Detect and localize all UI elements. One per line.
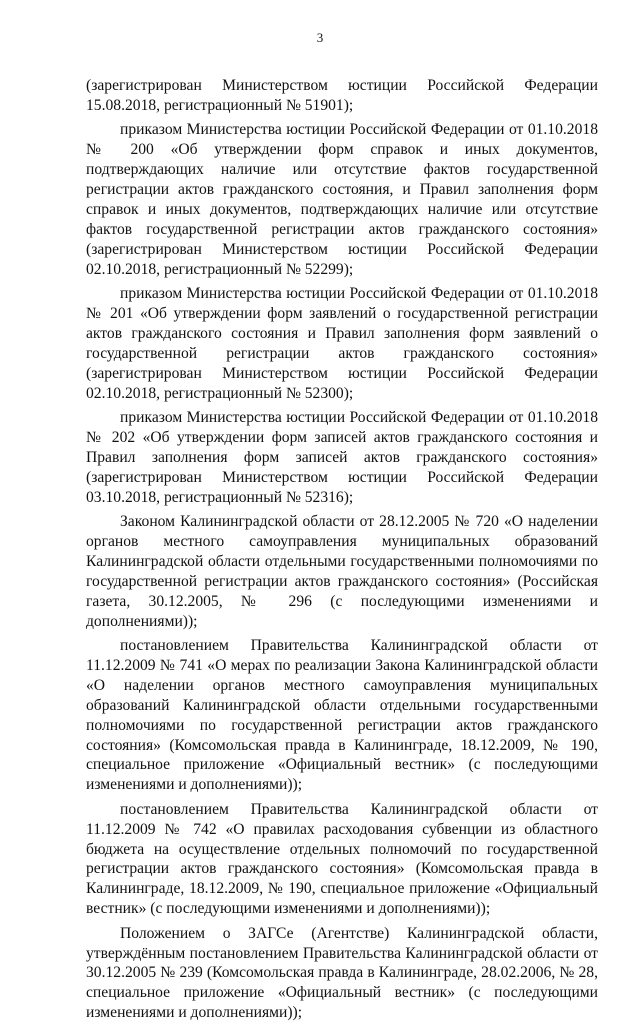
paragraph-registration-continuation: (зарегистрирован Министерством юстиции Российской Федерации 15.08.2018, регистрационный № 51901);: [86, 77, 598, 114]
paragraph-order-200: приказом Министерства юстиции Российской Федерации от 01.10.2018 № 200 «Об утверждении форм справок и иных документов, подтверждающих наличие или отсутствие фактов государственной регистрации актов гражданского состояния, и Правил заполнения форм справок и иных документов, подтверждающих наличие или отсутствие фактов государственной регистрации актов гражданского состояния» (зарегистрирован Министерством юстиции Российской Федерации 02.10.2018, регистрационный № 52299);: [86, 121, 598, 278]
paragraph-order-202: приказом Министерства юстиции Российской Федерации от 01.10.2018 № 202 «Об утверждении форм записей актов гражданского состояния и Правил заполнения форм записей актов гражданского состояния» (зарегистрирован Министерством юстиции Российской Федерации 03.10.2018, регистрационный № 52316);: [86, 409, 598, 506]
paragraph-zags-regulation: Положением о ЗАГСе (Агентстве) Калининградской области, утверждённым постановлением Правительства Калининградской области от 30.12.2005 № 239 (Комсомольская правда в Калининграде, 28.02.2006, № 28, специальное приложение «Официальный вестник» (с последующими изменениями и дополнениями));: [86, 924, 598, 1022]
paragraph-law-720: Законом Калининградской области от 28.12.2005 № 720 «О наделении органов местного самоуправления муниципальных образований Калининградской области отдельными государственными полномочиями по государственной регистрации актов гражданского состояния» (Российская газета, 30.12.2005, № 296 (с последующими изменениями и дополнениями));: [86, 513, 598, 630]
page-number: 3: [316, 30, 324, 45]
paragraph-order-201: приказом Министерства юстиции Российской Федерации от 01.10.2018 № 201 «Об утверждении форм заявлений о государственной регистрации актов гражданского состояния и Правил заполнения форм заявлений о государственной регистрации актов гражданского состояния» (зарегистрирован Министерством юстиции Российской Федерации 02.10.2018, регистрационный № 52300);: [86, 285, 598, 402]
paragraph-resolution-742: постановлением Правительства Калининградской области от 11.12.2009 № 742 «О правилах расходования субвенции из областного бюджета на осуществление отдельных полномочий по государственной регистрации актов гражданского состояния» (Комсомольская правда в Калининграде, 18.12.2009, № 190, специальное приложение «Официальный вестник» (с последующими изменениями и дополнениями));: [86, 800, 598, 918]
document-body: [86, 76, 598, 1028]
paragraph-resolution-741: постановлением Правительства Калининградской области от 11.12.2009 № 741 «О мерах по реализации Закона Калининградской области «О наделении органов местного самоуправления муниципальных образований Калининградской области отдельными государственными полномочиями по государственной регистрации актов гражданского состояния» (Комсомольская правда в Калининграде, 18.12.2009, № 190, специальное приложение «Официальный вестник» (с последующими изменениями и дополнениями));: [86, 636, 598, 794]
